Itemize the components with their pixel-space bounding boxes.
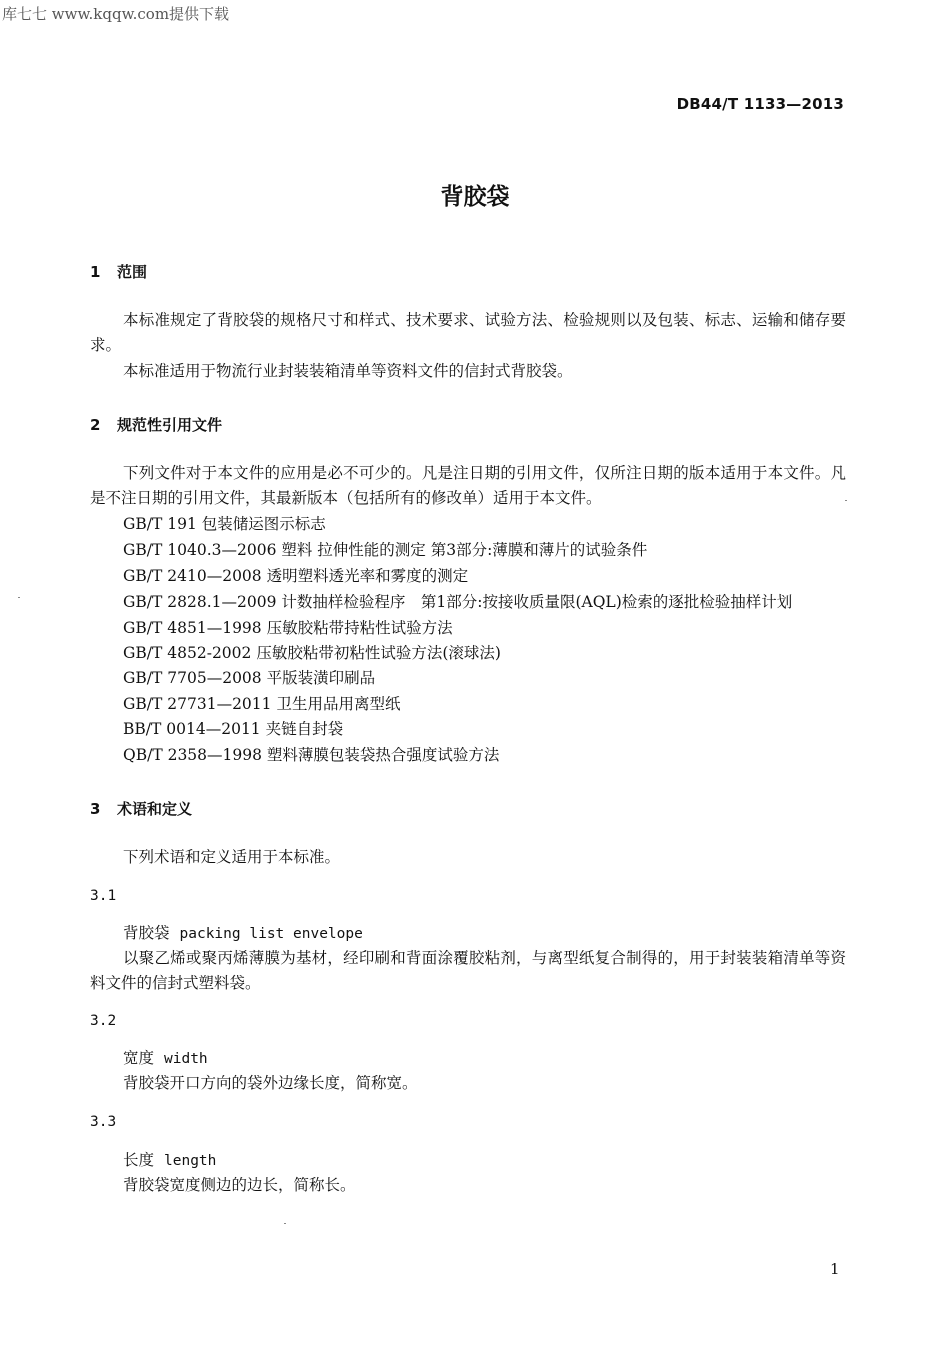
- section-number: 3: [90, 800, 101, 818]
- page-title: 背胶袋: [440, 184, 510, 210]
- section-number: 2: [90, 416, 101, 434]
- reference-item: BB/T 0014—2011 夹链自封袋: [123, 720, 344, 738]
- references-intro: 下列文件对于本文件的应用是必不可少的。凡是注日期的引用文件，仅所注日期的版本适用于本文件。凡是不注日期的引用文件，其最新版本（包括所有的修改单）适用于本文件。: [90, 464, 846, 507]
- term-definition: 背胶袋开口方向的袋外边缘长度，简称宽。: [123, 1074, 418, 1092]
- reference-item: QB/T 2358—1998 塑料薄膜包装袋热合强度试验方法: [123, 746, 500, 764]
- scan-speck: [845, 500, 847, 501]
- term-chinese: 长度: [123, 1151, 155, 1169]
- scope-paragraph-1: 本标准规定了背胶袋的规格尺寸和样式、技术要求、试验方法、检验规则以及包装、标志、运输和储存要求。: [90, 311, 846, 354]
- section-title: 规范性引用文件: [117, 416, 223, 434]
- terms-intro: 下列术语和定义适用于本标准。: [123, 848, 341, 866]
- scan-speck: [284, 1223, 286, 1224]
- term-english: packing list envelope: [179, 926, 363, 942]
- section-title: 术语和定义: [117, 800, 193, 818]
- term-english: length: [164, 1153, 217, 1169]
- section-heading-normative-references: [90, 414, 222, 435]
- reference-item: GB/T 2410—2008 透明塑料透光率和雾度的测定: [123, 567, 469, 585]
- reference-item: GB/T 27731—2011 卫生用品用离型纸: [123, 695, 401, 713]
- term-entry: [123, 1046, 208, 1072]
- section-heading-terms: [90, 798, 192, 819]
- term-entry: [123, 921, 363, 947]
- reference-item: GB/T 4851—1998 压敏胶粘带持粘性试验方法: [123, 619, 453, 637]
- scope-paragraph-2: 本标准适用于物流行业封装装箱清单等资料文件的信封式背胶袋。: [123, 362, 573, 380]
- term-number: 3.3: [90, 1114, 117, 1130]
- reference-item: GB/T 1040.3—2006 塑料 拉伸性能的测定 第3部分:薄膜和薄片的试验条件: [123, 541, 648, 559]
- reference-item: GB/T 191 包装储运图示标志: [123, 515, 326, 533]
- scan-speck: [18, 597, 20, 598]
- section-title: 范围: [117, 263, 148, 281]
- reference-item: GB/T 4852-2002 压敏胶粘带初粘性试验方法(滚球法): [123, 644, 501, 662]
- term-chinese: 宽度: [123, 1049, 155, 1067]
- section-heading-scope: [90, 261, 147, 282]
- page-number: 1: [830, 1260, 840, 1278]
- term-number: 3.1: [90, 888, 117, 904]
- term-english: width: [164, 1051, 208, 1067]
- term-number: 3.2: [90, 1013, 117, 1029]
- term-entry: [123, 1148, 216, 1174]
- document-number: DB44/T 1133—2013: [676, 95, 844, 113]
- watermark-text: 库七七 www.kqqw.com提供下载: [2, 5, 230, 23]
- reference-item: GB/T 7705—2008 平版装潢印刷品: [123, 669, 376, 687]
- term-definition: 背胶袋宽度侧边的边长，简称长。: [123, 1176, 356, 1194]
- term-definition: 以聚乙烯或聚丙烯薄膜为基材，经印刷和背面涂覆胶粘剂，与离型纸复合制得的，用于封装装箱清单等资料文件的信封式塑料袋。: [90, 949, 846, 992]
- reference-item: GB/T 2828.1—2009 计数抽样检验程序 第1部分:按接收质量限(AQL)检索的逐批检验抽样计划: [123, 593, 793, 611]
- section-number: 1: [90, 263, 101, 281]
- term-chinese: 背胶袋: [123, 924, 170, 942]
